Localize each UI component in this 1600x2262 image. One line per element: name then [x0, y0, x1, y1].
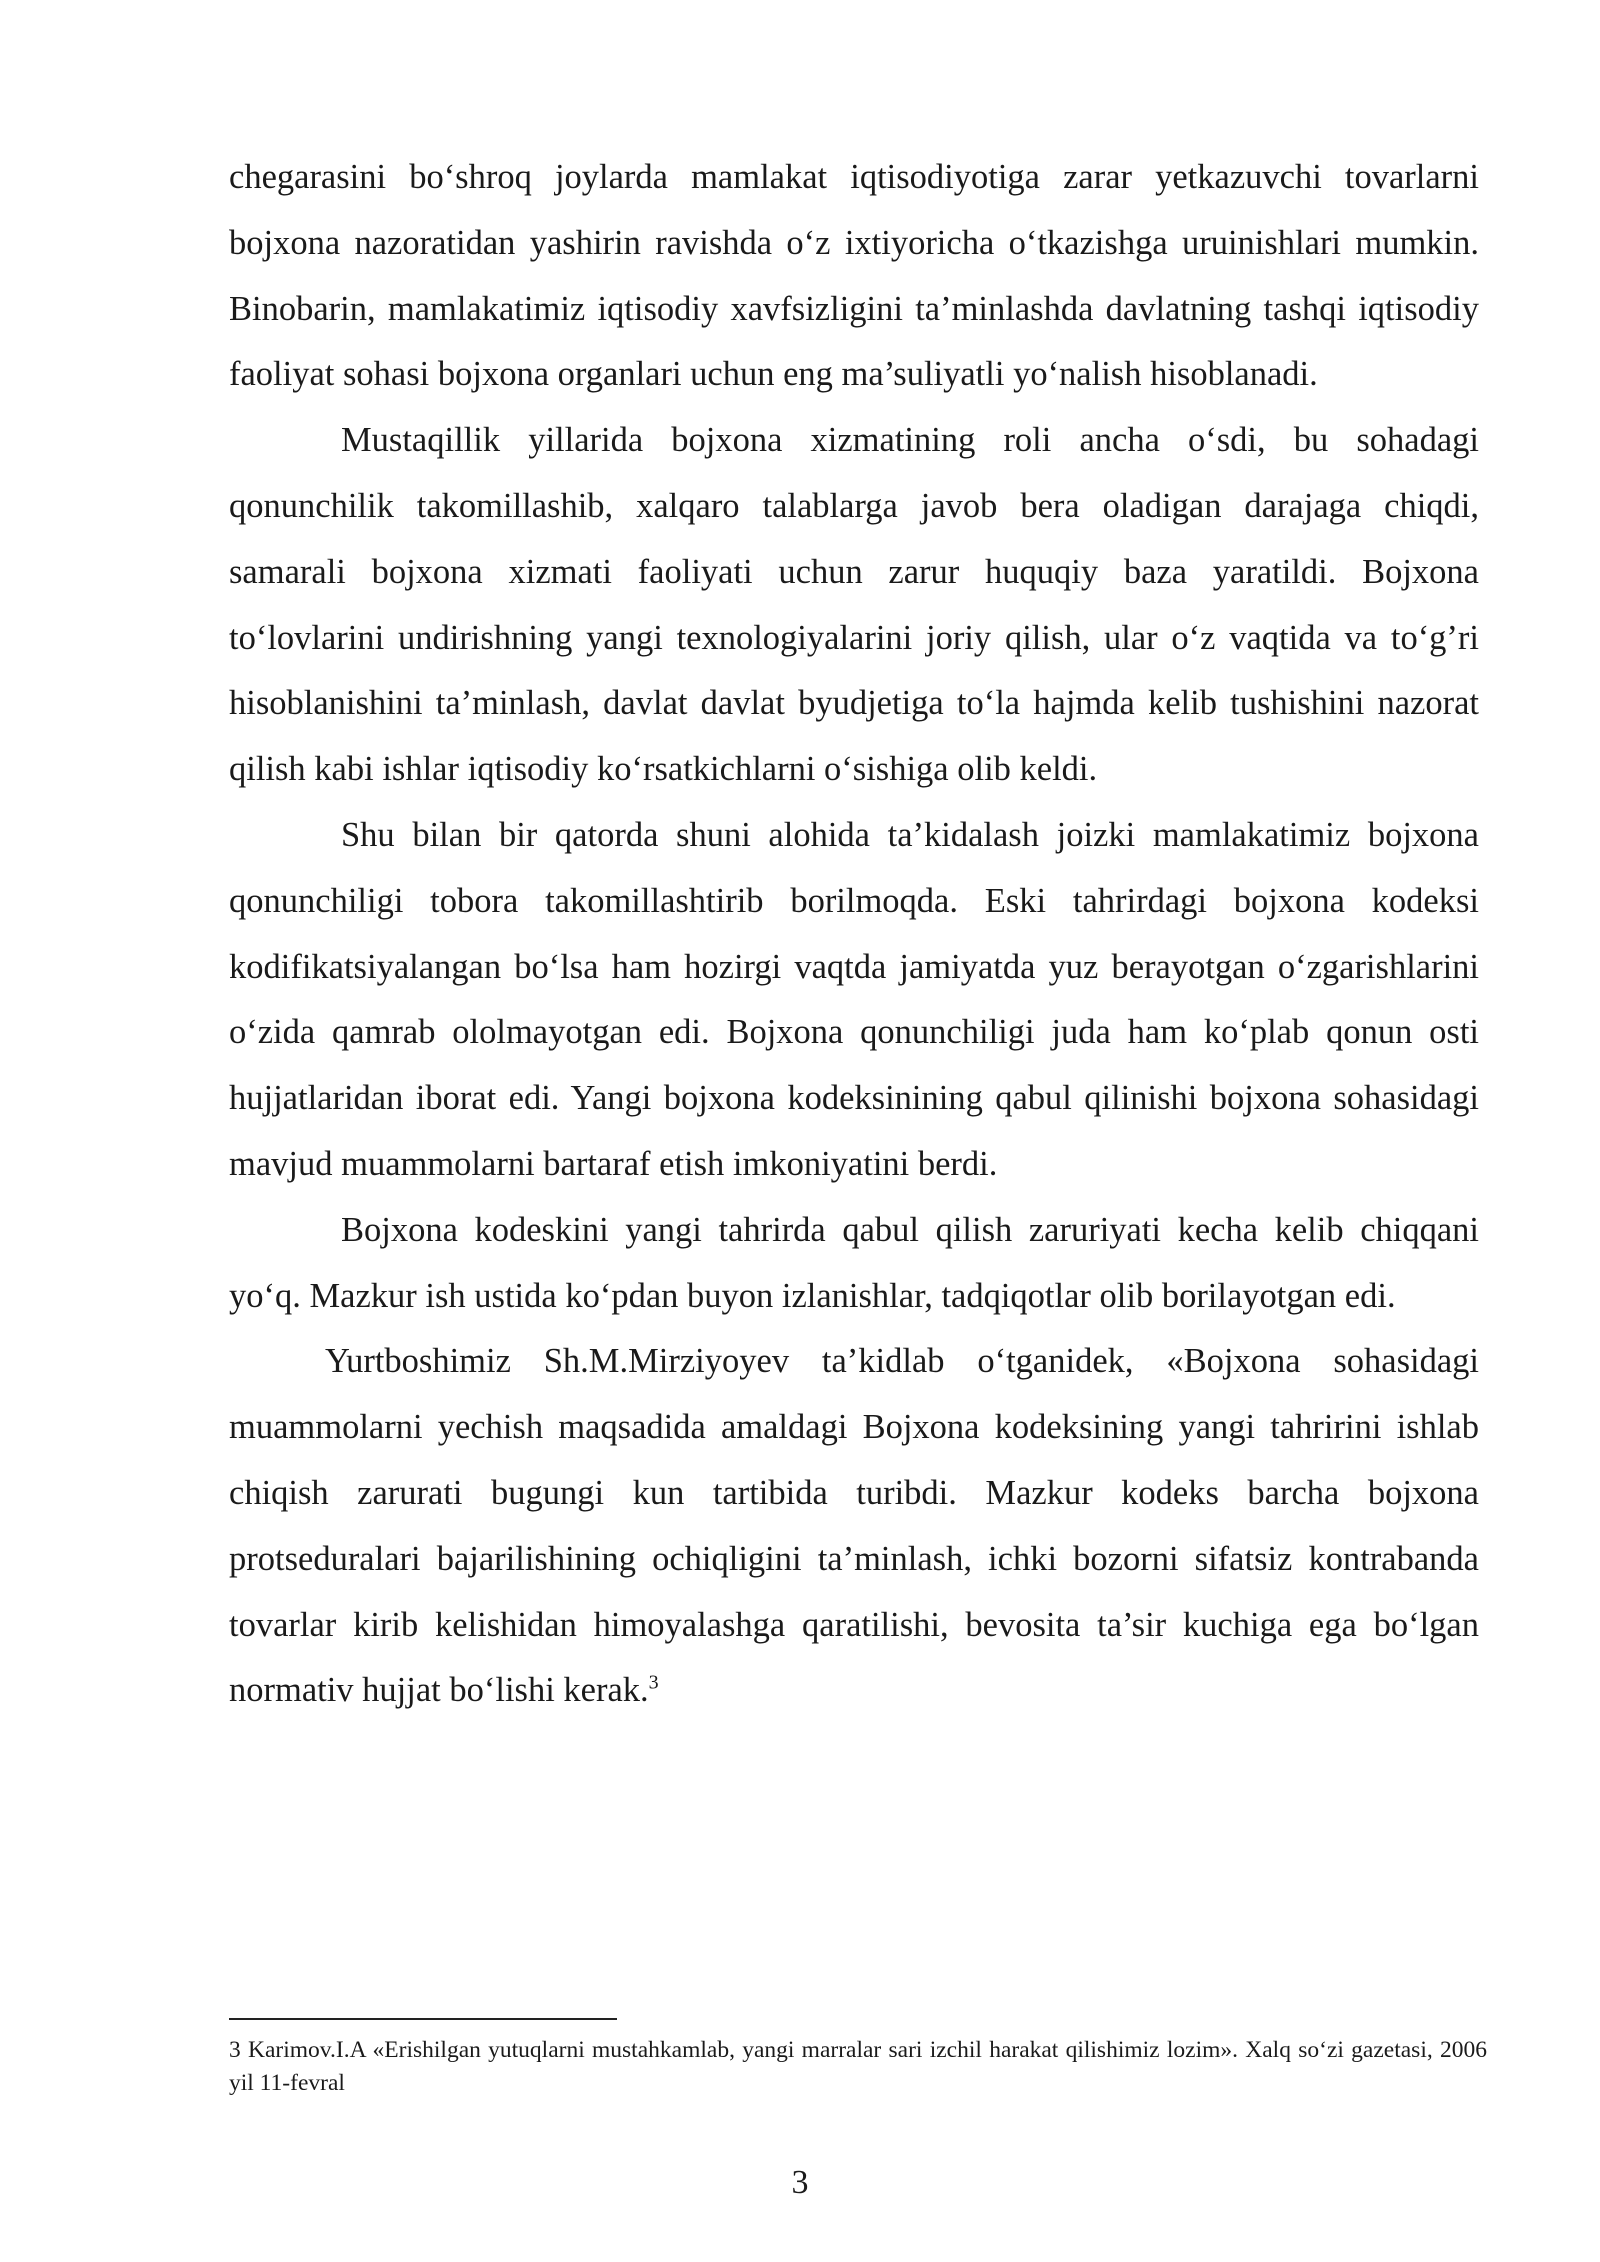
footnote: 3 Karimov.I.A «Erishilgan yutuqlarni mustahkamlab, yangi marralar sari izchil harakat qilishimiz lozim». Xalq so‘zi gazetasi, 2006 yil 11-fevral	[229, 2037, 1487, 2096]
footnote-separator	[229, 2018, 617, 2020]
footnote-reference: 3	[648, 1671, 659, 1694]
paragraph-2: Mustaqillik yillarida bojxona xizmatining roli ancha o‘sdi, bu sohadagi qonunchilik takomillashib, xalqaro talablarga javob bera oladigan darajaga chiqdi, samarali bojxona xizmati faoliyati uchun zarur huquqiy baza yaratildi. Bojxona to‘lovlarini undirishning yangi texnologiyalarini joriy qilish, ular o‘z vaqtida va to‘g’ri hisoblanishini ta’minlash, davlat davlat byudjetiga to‘la hajmda kelib tushishini nazorat qilish kabi ishlar iqtisodiy ko‘rsatkichlarni o‘sishiga olib keldi.	[229, 421, 1479, 789]
body-text	[229, 145, 1479, 1724]
paragraph-5	[229, 1329, 1479, 1724]
page-number: 3	[791, 2164, 809, 2201]
paragraph-1: chegarasini bo‘shroq joylarda mamlakat iqtisodiyotiga zarar yetkazuvchi tovarlarni bojxona nazoratidan yashirin ravishda o‘z ixtiyoricha o‘tkazishga uruinishlari mumkin. Binobarin, mamlakatimiz iqtisodiy xavfsizligini ta’minlashda davlatning tashqi iqtisodiy faoliyat sohasi bojxona organlari uchun eng ma’suliyatli yo‘nalish hisoblanadi.	[229, 158, 1479, 394]
paragraph-5-text: Yurtboshimiz Sh.M.Mirziyoyev ta’kidlab o‘tganidek, «Bojxona sohasidagi muammolarni yechish maqsadida amaldagi Bojxona kodeksining yangi tahririni ishlab chiqish zarurati bugungi kun tartibida turibdi. Mazkur kodeks barcha bojxona protseduralari bajarilishining ochiqligini ta’minlash, ichki bozorni sifatsiz kontrabanda tovarlar kirib kelishidan himoyalashga qaratilishi, bevosita ta’sir kuchiga ega bo‘lgan normativ hujjat bo‘lishi kerak.	[229, 1342, 1479, 1710]
paragraph-3: Shu bilan bir qatorda shuni alohida ta’kidalash joizki mamlakatimiz bojxona qonunchiligi tobora takomillashtirib borilmoqda. Eski tahrirdagi bojxona kodeksi kodifikatsiyalangan bo‘lsa ham hozirgi vaqtda jamiyatda yuz berayotgan o‘zgarishlarini o‘zida qamrab ololmayotgan edi. Bojxona qonunchiligi juda ham ko‘plab qonun osti hujjatlaridan iborat edi. Yangi bojxona kodeksinining qabul qilinishi bojxona sohasidagi mavjud muammolarni bartaraf etish imkoniyatini berdi.	[229, 815, 1479, 1183]
paragraph-4: Bojxona kodeskini yangi tahrirda qabul qilish zaruriyati kecha kelib chiqqani yo‘q. Mazkur ish ustida ko‘pdan buyon izlanishlar, tadqiqotlar olib borilayotgan edi.	[229, 1210, 1479, 1315]
